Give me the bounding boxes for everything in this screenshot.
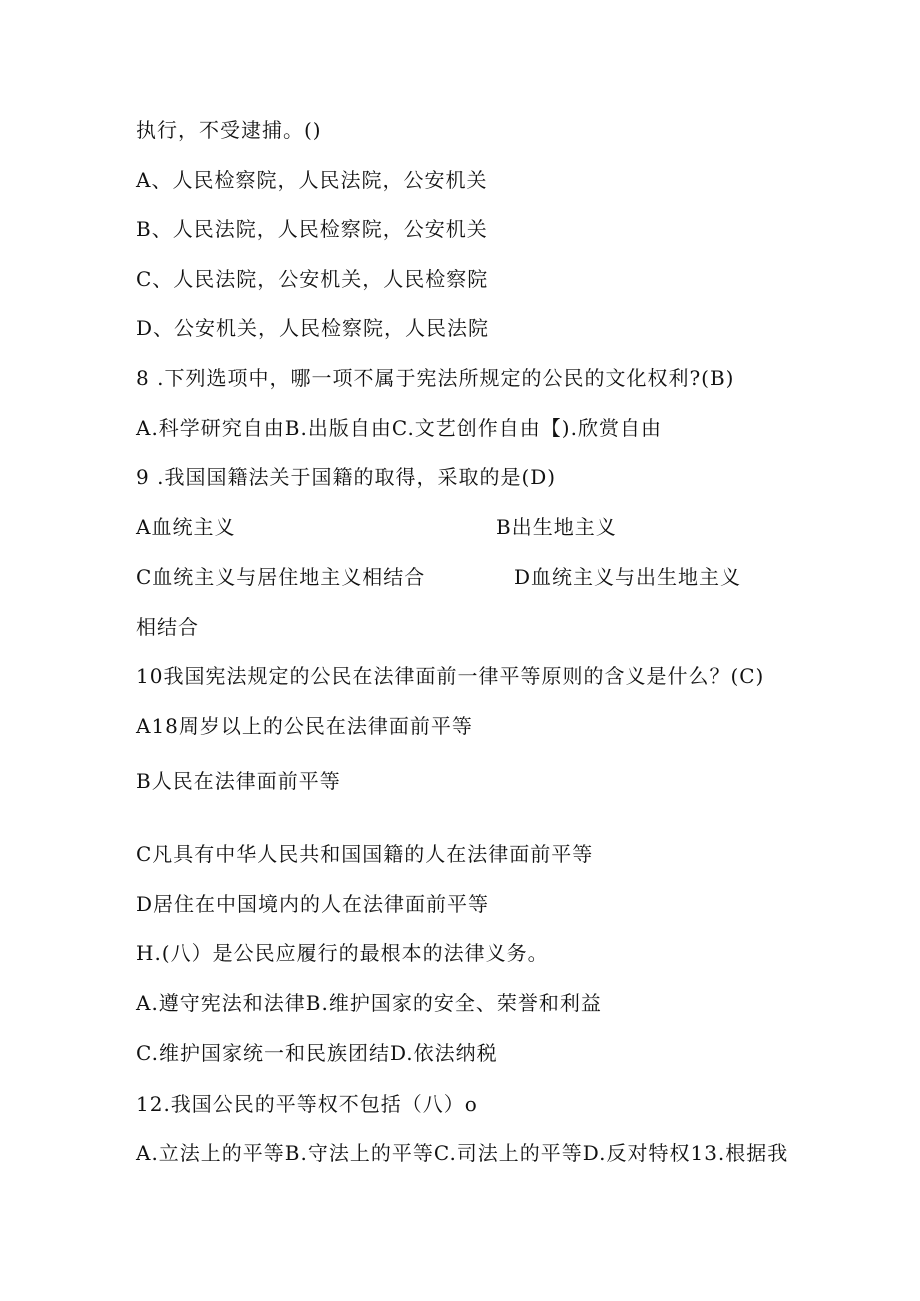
option-line: B人民在法律面前平等 xyxy=(136,769,341,793)
text-line: 相结合 xyxy=(136,615,199,639)
question-line: 9 .我国国籍法关于国籍的取得，采取的是(D) xyxy=(136,465,557,489)
option-line: A血统主义 xyxy=(136,515,236,539)
option-line: D血统主义与出生地主义 xyxy=(514,565,742,589)
option-line: A.科学研究自由B.出版自由C.文艺创作自由【).欣赏自由 xyxy=(136,416,662,440)
option-line: A.遵守宪法和法律B.维护国家的安全、荣誉和利益 xyxy=(136,991,602,1015)
question-line: H.(八）是公民应履行的最根本的法律义务。 xyxy=(136,941,549,965)
question-line: 12.我国公民的平等权不包括（八）o xyxy=(136,1092,478,1116)
option-line: C、人民法院，公安机关，人民检察院 xyxy=(136,267,489,291)
text-line: 执行，不受逮捕。() xyxy=(136,118,322,142)
option-line: D居住在中国境内的人在法律面前平等 xyxy=(136,892,490,916)
question-line: 10我国宪法规定的公民在法律面前一律平等原则的含义是什么？(C) xyxy=(136,664,765,688)
option-line: D、公安机关，人民检察院，人民法院 xyxy=(136,316,490,340)
option-line: A、人民检察院，人民法院，公安机关 xyxy=(136,168,488,192)
option-line: B、人民法院，人民检察院，公安机关 xyxy=(136,217,488,241)
option-line: C.维护国家统一和民族团结D.依法纳税 xyxy=(136,1041,498,1065)
option-line: A18周岁以上的公民在法律面前平等 xyxy=(136,714,473,738)
option-line: C凡具有中华人民共和国国籍的人在法律面前平等 xyxy=(136,842,594,866)
option-line: A.立法上的平等B.守法上的平等C.司法上的平等D.反对特权13.根据我 xyxy=(136,1141,789,1165)
option-line: B出生地主义 xyxy=(496,515,617,539)
question-line: 8 .下列选项中，哪一项不属于宪法所规定的公民的文化权利?(B) xyxy=(136,366,735,390)
option-line: C血统主义与居住地主义相结合 xyxy=(136,565,426,589)
